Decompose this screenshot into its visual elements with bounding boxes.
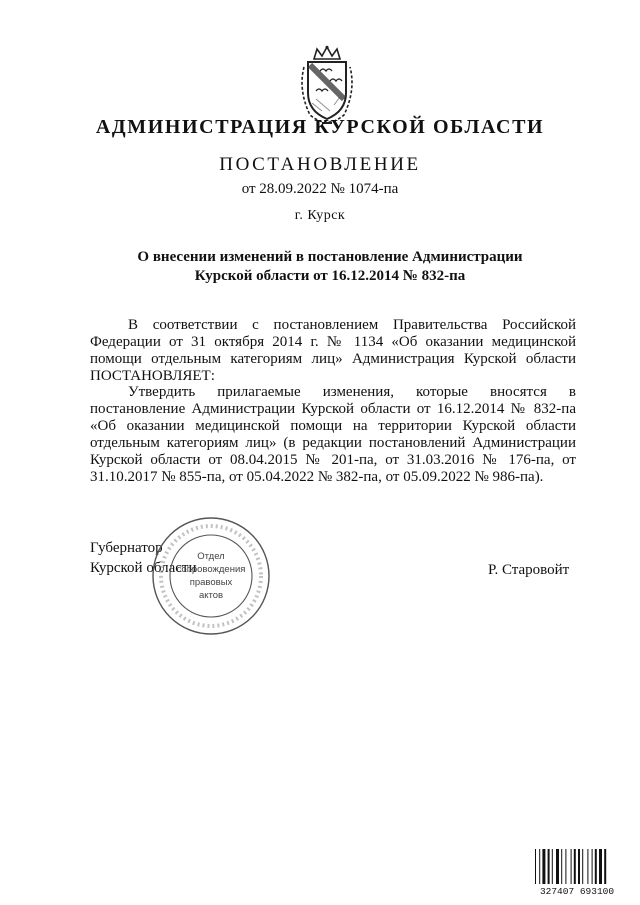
stamp-line4: актов — [198, 590, 224, 601]
barcode-number: 327407 693100 — [539, 886, 615, 896]
organization-name: АДМИНИСТРАЦИЯ КУРСКОЙ ОБЛАСТИ — [95, 116, 545, 138]
signatory-position-line1: Губернатор — [90, 540, 163, 556]
document-title-line2: Курской области от 16.12.2014 № 832-па — [194, 268, 466, 284]
document-type: ПОСТАНОВЛЕНИЕ — [219, 154, 421, 175]
stamp-line2: сопровождения — [176, 564, 246, 575]
barcode — [533, 848, 621, 896]
resolution-paragraph — [90, 384, 576, 486]
signatory-position-line2: Курской области — [90, 560, 197, 576]
seal-stamp — [150, 515, 272, 637]
stamp-line3: правовых — [189, 577, 233, 588]
document-number: от 28.09.2022 № 1074-па — [241, 181, 399, 197]
resolution-text: Утвердить прилагаемые изменения, которые вносятся в постановление Администрации Курской области от 16.12.2014 № 832-па «Об оказании медицинской помощи на территории Курской области отдельным категориям лиц» (в редакции постановлений Администрации Курской области от 08.04.2015 № 201-па, от 31.03.2016 № 176-па, от 31.10.2017 № 855-па, от 05.04.2022 № 382-па, от 05.09.2022 № 986-па). — [90, 384, 576, 485]
coat-of-arms-icon — [292, 45, 362, 125]
document-title — [100, 248, 560, 286]
document-city: г. Курск — [294, 208, 346, 223]
preamble-text: В соответствии с постановлением Правительства Российской Федерации от 31 октября 2014 г. № 1134 «Об оказании медицинской помощи отдельным категориям лиц» Администрация Курской области ПОСТАНОВЛЯЕТ: — [90, 317, 576, 384]
signatory-name: Р. Старовойт — [488, 562, 570, 578]
document-title-line1: О внесении изменений в постановление Администрации — [137, 249, 523, 265]
preamble-paragraph — [90, 317, 576, 385]
barcode-icon — [535, 849, 606, 884]
stamp-line1: Отдел — [197, 551, 225, 562]
